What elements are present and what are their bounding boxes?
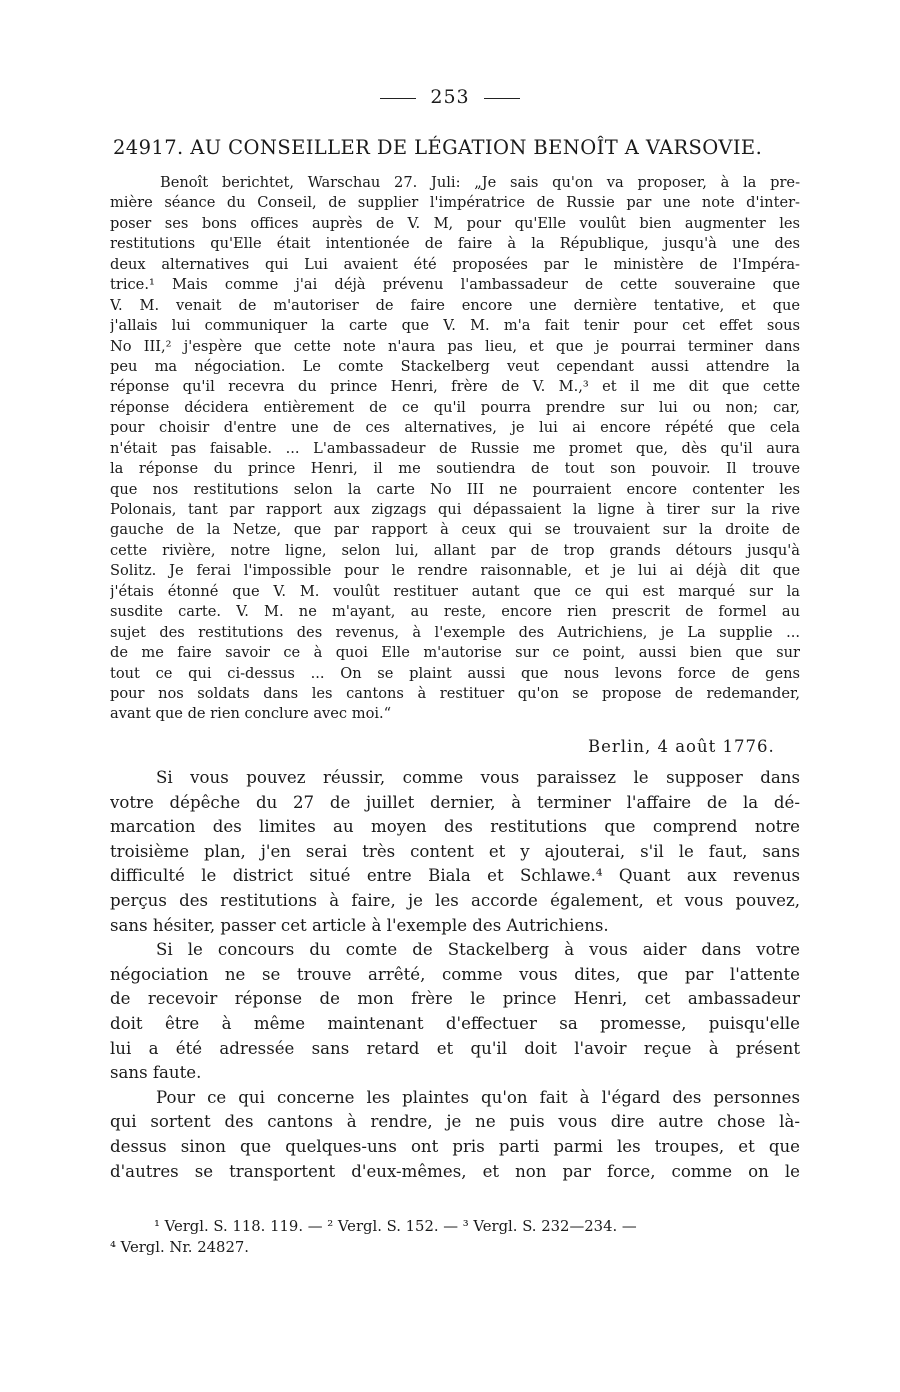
body-line: sans faute.	[110, 1063, 202, 1083]
summary-line: réponse décidera entièrement de ce qu'il pourra prendre sur lui ou non; car,	[110, 398, 800, 416]
summary-line: pour nos soldats dans les cantons à restituer qu'on se propose de redemander,	[110, 684, 800, 702]
left-rule	[380, 98, 416, 99]
body-line: de recevoir réponse de mon frère le prince Henri, cet ambassadeur	[110, 989, 800, 1009]
summary-line: pour choisir d'entre une de ces alternatives, je lui ai encore répété que cela	[110, 419, 800, 437]
summary-line: n'était pas faisable. ... L'ambassadeur de Russie me promet que, dès qu'il aura	[110, 439, 800, 457]
body-line: votre dépêche du 27 de juillet dernier, à terminer l'affaire de la dé-	[110, 792, 800, 812]
summary-line: sujet des restitutions des revenus, à l'exemple des Autrichiens, je La supplie ...	[110, 623, 800, 641]
summary-line: j'allais lui communiquer la carte que V. M. m'a fait tenir pour cet effet sous	[110, 317, 800, 335]
summary-paragraph	[110, 173, 800, 725]
right-rule	[484, 98, 520, 99]
summary-line: j'étais étonné que V. M. voulût restituer autant que ce qui est marqué sur la	[110, 582, 800, 600]
summary-line: réponse qu'il recevra du prince Henri, frère de V. M.,³ et il me dit que cette	[110, 378, 800, 396]
body-line: doit être à même maintenant d'effectuer sa promesse, puisqu'elle	[110, 1013, 800, 1033]
body-line: d'autres se transportent d'eux-mêmes, et non par force, comme on le	[110, 1161, 800, 1181]
body-line: Si le concours du comte de Stackelberg à vous aider dans votre	[156, 940, 800, 960]
summary-line: peu ma négociation. Le comte Stackelberg veut cependant aussi attendre la	[110, 357, 800, 375]
summary-line: V. M. venait de m'autoriser de faire encore une dernière tentative, et que	[110, 296, 800, 314]
summary-line: restitutions qu'Elle était intentionée de faire à la République, jusqu'à une des	[110, 235, 800, 253]
page-number: 253	[430, 86, 470, 108]
body-line: Pour ce qui concerne les plaintes qu'on fait à l'égard des personnes	[156, 1087, 800, 1107]
letter-body	[110, 766, 800, 1184]
body-line: difficulté le district situé entre Biala et Schlawe.⁴ Quant aux revenus	[110, 866, 800, 886]
summary-line: tout ce qui ci-dessus ... On se plaint aussi que nous levons force de gens	[110, 664, 800, 682]
footnote-line: ¹ Vergl. S. 118. 119. — ² Vergl. S. 152. — ³ Vergl. S. 232—234. —	[154, 1218, 637, 1235]
body-line: dessus sinon que quelques-uns ont pris parti parmi les troupes, et que	[110, 1136, 800, 1156]
summary-line: Polonais, tant par rapport aux zigzags qui dépassaient la ligne à tirer sur la rive	[110, 501, 800, 518]
summary-line: de me faire savoir ce à quoi Elle m'autorise sur ce point, aussi bien que sur	[110, 644, 800, 662]
body-line: marcation des limites au moyen des restitutions que comprend notre	[110, 817, 800, 837]
body-line: négociation ne se trouve arrêté, comme vous dites, que par l'attente	[110, 964, 800, 984]
summary-line: No III,² j'espère que cette note n'aura pas lieu, et que je pourrai terminer dans	[110, 337, 800, 355]
summary-line: deux alternatives qui Lui avaient été proposées par le ministère de l'Impéra-	[110, 255, 800, 273]
summary-line: trice.¹ Mais comme j'ai déjà prévenu l'ambassadeur de cette souveraine que	[110, 276, 800, 294]
page-number-line	[0, 86, 900, 108]
summary-line: Benoît berichtet, Warschau 27. Juli: „Je sais qu'on va proposer, à la pre-	[160, 174, 800, 191]
summary-line: Solitz. Je ferai l'impossible pour le rendre raisonnable, et je lui ai déjà dit que	[110, 562, 800, 580]
summary-line: que nos restitutions selon la carte No III ne pourraient encore contenter les	[110, 480, 800, 498]
summary-line: la réponse du prince Henri, il me soutiendra de tout son pouvoir. Il trouve	[110, 460, 800, 478]
dateline: Berlin, 4 août 1776.	[588, 737, 775, 756]
summary-line: cette rivière, notre ligne, selon lui, allant par de trop grands détours jusqu'à	[110, 541, 800, 559]
body-line: lui a été adressée sans retard et qu'il doit l'avoir reçue à présent	[110, 1038, 800, 1058]
summary-line: gauche de la Netze, que par rapport à ceux qui se trouvaient sur la droite de	[110, 521, 800, 539]
body-line: perçus des restitutions à faire, je les accorde également, et vous pouvez,	[110, 890, 800, 910]
summary-line: mière séance du Conseil, de supplier l'impératrice de Russie par une note d'inter-	[110, 194, 800, 212]
summary-line: poser ses bons offices auprès de V. M, pour qu'Elle voulût bien augmenter les	[110, 214, 800, 232]
summary-line: susdite carte. V. M. ne m'ayant, au reste, encore rien prescrit de formel au	[110, 603, 800, 621]
body-line: qui sortent des cantons à rendre, je ne puis vous dire autre chose là-	[110, 1112, 800, 1132]
body-line: troisième plan, j'en serai très content et y ajouterai, s'il le faut, sans	[110, 841, 800, 861]
letter-heading: 24917. AU CONSEILLER DE LÉGATION BENOÎT A VARSOVIE.	[113, 136, 763, 159]
footnote-line: ⁴ Vergl. Nr. 24827.	[110, 1239, 249, 1256]
body-line: Si vous pouvez réussir, comme vous paraissez le supposer dans	[156, 768, 800, 787]
footnotes	[110, 1216, 800, 1258]
body-line: sans hésiter, passer cet article à l'exemple des Autrichiens.	[110, 915, 609, 935]
summary-line: avant que de rien conclure avec moi.“	[110, 705, 392, 723]
